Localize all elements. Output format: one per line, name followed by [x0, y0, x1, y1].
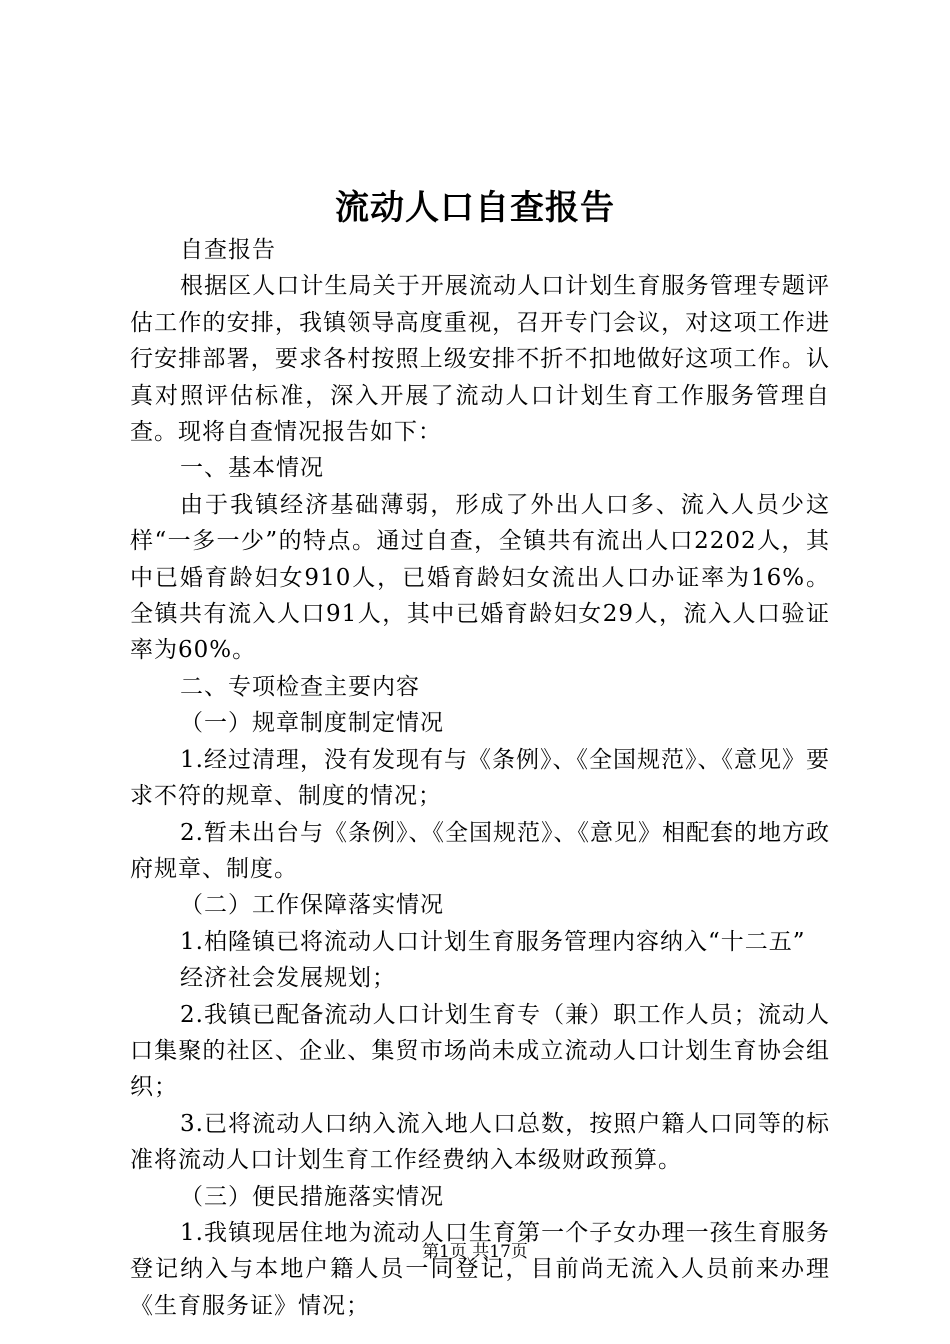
paragraph: 根据区人口计生局关于开展流动人口计划生育服务管理专题评估工作的安排，我镇领导高度重视，召开专门会议，对这项工作进行安排部署，要求各村按照上级安排不折不扣地做好这项工作。认真对照评估标准，深入开展了流动人口计划生育工作服务管理自查。现将自查情况报告如下： [130, 273, 830, 446]
list-item: 1.我镇现居住地为流动人口生育第一个子女办理一孩生育服务登记纳入与本地户籍人员一同登记，目前尚无流入人员前来办理《生育服务证》情况； [130, 1219, 830, 1319]
subsection-heading: （一）规章制度制定情况 [180, 710, 444, 737]
list-item: 1.柏隆镇已将流动人口计划生育服务管理内容纳入“十二五” [180, 928, 806, 955]
paragraph: 由于我镇经济基础薄弱，形成了外出人口多、流入人员少这样“一多一少”的特点。通过自查，全镇共有流出人口2202人，其中已婚育龄妇女910人，已婚育龄妇女流出人口办证率为16%。全镇共有流入人口91人，其中已婚育龄妇女29人，流入人口验证率为60%。 [130, 491, 830, 664]
list-item: 2.我镇已配备流动人口计划生育专（兼）职工作人员；流动人口集聚的社区、企业、集贸市场尚未成立流动人口计划生育协会组织； [130, 1001, 830, 1101]
subsection-heading: （三）便民措施落实情况 [180, 1183, 444, 1210]
page-title: 流动人口自查报告 [335, 188, 615, 228]
subsection-heading: （二）工作保障落实情况 [180, 892, 444, 919]
list-item: 1.经过清理，没有发现有与《条例》、《全国规范》、《意见》要求不符的规章、制度的情况； [130, 746, 830, 810]
section-heading: 一、基本情况 [180, 455, 324, 482]
page-footer: 第1页 共17页 [422, 1242, 528, 1262]
paragraph: 自查报告 [180, 237, 276, 263]
list-item: 2.暂未出台与《条例》、《全国规范》、《意见》相配套的地方政府规章、制度。 [130, 819, 830, 882]
document-body [130, 232, 830, 1324]
list-item-continued: 经济社会发展规划； [180, 965, 396, 992]
section-heading: 二、专项检查主要内容 [180, 673, 420, 700]
list-item: 3.已将流动人口纳入流入地人口总数，按照户籍人口同等的标准将流动人口计划生育工作经费纳入本级财政预算。 [130, 1110, 830, 1174]
